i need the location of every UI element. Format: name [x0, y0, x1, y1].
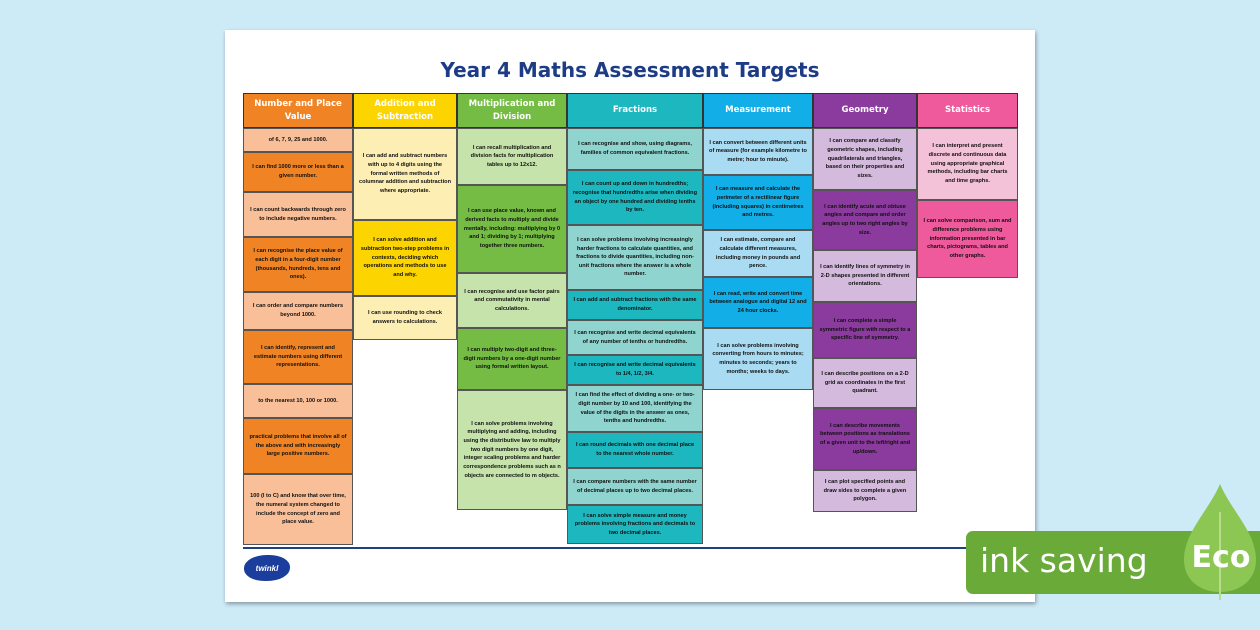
column-header: Fractions: [567, 93, 703, 128]
page-title: Year 4 Maths Assessment Targets: [440, 58, 820, 82]
target-cell: I can measure and calculate the perimeter of a rectilinear figure (including squares) in centimetres and metres.: [703, 175, 813, 230]
target-cell: I can find 1000 more or less than a given number.: [243, 152, 353, 192]
column-header: Statistics: [917, 93, 1018, 128]
target-cell: I can count up and down in hundredths; recognise that hundredths arise when dividing an object by one hundred and dividing tenths by ten.: [567, 170, 703, 225]
target-cell: I can order and compare numbers beyond 1000.: [243, 292, 353, 330]
target-cell: I can round decimals with one decimal place to the nearest whole number.: [567, 432, 703, 468]
target-cell: I can describe movements between positions as translations of a given unit to the left/right and up/down.: [813, 408, 917, 470]
target-cell: of 6, 7, 9, 25 and 1000.: [243, 128, 353, 152]
twinkl-logo: twinkl: [244, 555, 290, 581]
target-cell: I can find the effect of dividing a one- or two-digit number by 10 and 100, identifying the value of the digits in the answer as ones, tenths and hundredths.: [567, 385, 703, 432]
target-cell: to the nearest 10, 100 or 1000.: [243, 384, 353, 418]
column-header: Addition and Subtraction: [353, 93, 457, 128]
target-cell: I can recall multiplication and division facts for multiplication tables up to 12x12.: [457, 128, 567, 185]
target-cell: I can recognise and write decimal equivalents to 1/4, 1/2, 3/4.: [567, 355, 703, 385]
target-cell: I can interpret and present discrete and continuous data using appropriate graphical methods, including bar charts and time graphs.: [917, 128, 1018, 200]
target-cell: I can solve addition and subtraction two-step problems in contexts, deciding which operations and methods to use and why.: [353, 220, 457, 296]
target-cell: I can plot specified points and draw sides to complete a given polygon.: [813, 470, 917, 512]
target-cell: I can use place value, known and derived facts to multiply and divide mentally, including: multiplying by 0 and 1; dividing by 1; multiplying together three numbers.: [457, 185, 567, 273]
target-cell: I can compare numbers with the same number of decimal places up to two decimal places.: [567, 468, 703, 505]
target-cell: I can estimate, compare and calculate different measures, including money in pounds and pence.: [703, 230, 813, 277]
target-cell: I can read, write and convert time between analogue and digital 12 and 24 hour clocks.: [703, 277, 813, 328]
target-cell: I can recognise and show, using diagrams, families of common equivalent fractions.: [567, 128, 703, 170]
target-cell: I can solve problems involving increasingly harder fractions to calculate quantities, and fractions to divide quantities, including non-unit fractions where the answer is a whole number.: [567, 225, 703, 290]
target-cell: I can solve simple measure and money problems involving fractions and decimals to two decimal places.: [567, 505, 703, 544]
target-cell: I can add and subtract fractions with the same denominator.: [567, 290, 703, 320]
target-cell: I can use rounding to check answers to calculations.: [353, 296, 457, 340]
target-cell: I can solve problems involving converting from hours to minutes; minutes to seconds; years to months; weeks to days.: [703, 328, 813, 390]
target-cell: I can identify acute and obtuse angles and compare and order angles up to two right angles by size.: [813, 190, 917, 250]
target-cell: I can compare and classify geometric shapes, including quadrilaterals and triangles, based on their properties and sizes.: [813, 128, 917, 190]
column-header: Measurement: [703, 93, 813, 128]
target-cell: I can complete a simple symmetric figure with respect to a specific line of symmetry.: [813, 302, 917, 358]
target-cell: I can recognise and use factor pairs and commutativity in mental calculations.: [457, 273, 567, 328]
target-cell: I can solve problems involving multiplying and adding, including using the distributive law to multiply two digit numbers by one digit, integer scaling problems and harder correspondence problems such as n objects are connected to m objects.: [457, 390, 567, 510]
footer-divider: [243, 547, 1017, 549]
target-cell: I can recognise the place value of each digit in a four-digit number (thousands, hundreds, tens and ones).: [243, 237, 353, 292]
target-cell: practical problems that involve all of the above and with increasingly large positive numbers.: [243, 418, 353, 474]
worksheet-preview: [225, 30, 1035, 602]
target-cell: I can count backwards through zero to include negative numbers.: [243, 192, 353, 237]
target-cell: I can identify, represent and estimate numbers using different representations.: [243, 330, 353, 384]
target-cell: I can recognise and write decimal equivalents of any number of tenths or hundredths.: [567, 320, 703, 355]
target-cell: I can identify lines of symmetry in 2-D shapes presented in different orientations.: [813, 250, 917, 302]
target-cell: I can convert between different units of measure (for example kilometre to metre; hour to minute).: [703, 128, 813, 175]
column-header: Geometry: [813, 93, 917, 128]
target-cell: I can multiply two-digit and three-digit numbers by a one-digit number using formal written layout.: [457, 328, 567, 390]
target-cell: I can add and subtract numbers with up to 4 digits using the formal written methods of columnar addition and subtraction where appropriate.: [353, 128, 457, 220]
target-cell: I can solve comparison, sum and difference problems using information presented in bar charts, pictograms, tables and other graphs.: [917, 200, 1018, 278]
column-header: Multiplication and Division: [457, 93, 567, 128]
column-header: Number and Place Value: [243, 93, 353, 128]
target-cell: 100 (I to C) and know that over time, the numeral system changed to include the concept of zero and place value.: [243, 474, 353, 545]
eco-badge-text: ink saving: [980, 541, 1148, 580]
eco-label: Eco: [1191, 540, 1251, 575]
target-cell: I can describe positions on a 2-D grid as coordinates in the first quadrant.: [813, 358, 917, 408]
